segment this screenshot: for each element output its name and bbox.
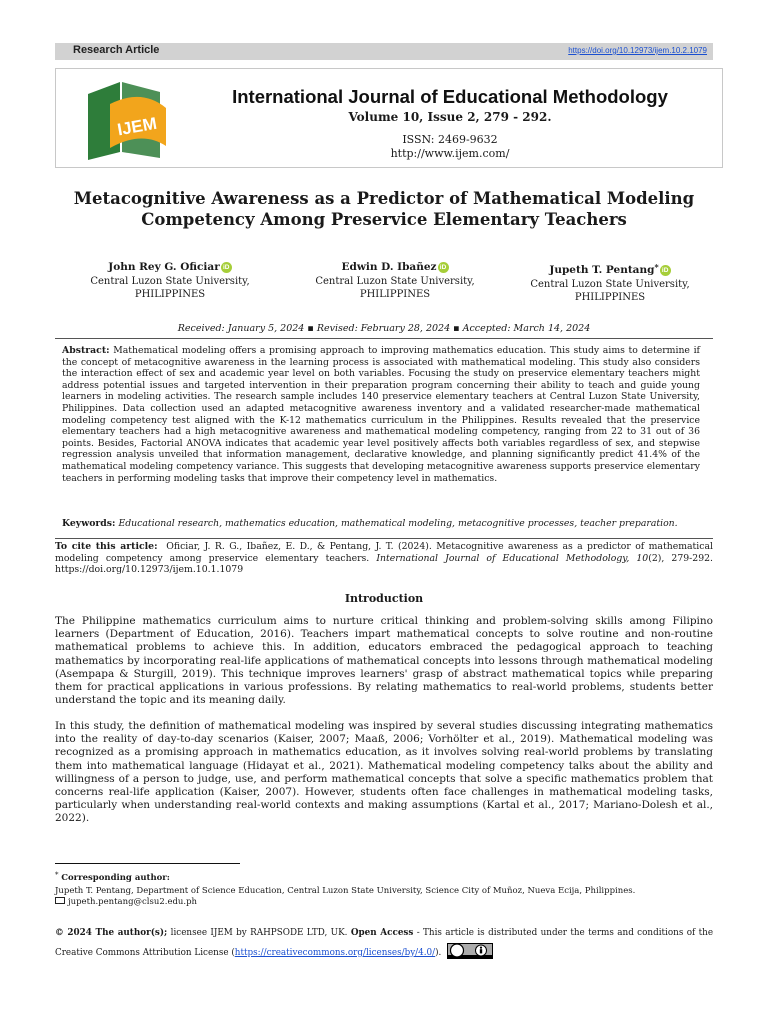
author-country: PHILIPPINES [134, 289, 206, 300]
author-block-2 [300, 261, 490, 301]
doi-link[interactable]: https://doi.org/10.12973/ijem.10.2.1079 [568, 46, 707, 55]
orcid-icon[interactable]: iD [438, 262, 449, 273]
footnote-divider [55, 863, 240, 864]
author-name: Jupeth T. Pentang [549, 264, 655, 276]
article-type-label: Research Article [73, 44, 160, 56]
copyright-label: © 2024 The author(s); [55, 928, 168, 938]
orcid-icon[interactable]: iD [660, 265, 671, 276]
journal-url[interactable]: http://www.ijem.com/ [390, 147, 510, 160]
intro-paragraph-2: In this study, the definition of mathematical modeling was inspired by several studies discussing integrating mathematics into the reality of day-to-day scenarios (Kaiser, 2007; Maaß, 2006; Vorhölter et al., 2019). Mathematical modeling was recognized as a promising approach in mathematics education, as it involves solving real-world problems by translating them into mathematical language (Hidayat et al., 2021). Mathematical modeling competency talks about the ability and willingness of a person to judge, use, and perform mathematical concepts that solve a specific mathematics problem that concerns real-life application (Kaiser, 2007). However, students often face challenges in mathematical modeling tasks, particularly when understanding real-world contexts and making assumptions (Kartal et al., 2017; Mariano-Dolesh et al., 2022). [55, 720, 713, 825]
citation-text: Oficiar, J. R. G., Ibañez, E. D., & Pentang, J. T. (2024). Metacognitive awareness as a predictor of mathematical modeling competency among preservice elementary teachers. [55, 541, 713, 564]
license-notice: © 2024 The author(s); licensee IJEM by RAHPSODE LTD, UK. Open Access - This article is distributed under the terms and conditions of the Creative Commons Attribution License (https://creativecommons.org/licenses/by/4.0/). [55, 928, 714, 958]
author-name: John Rey G. Oficiar [108, 261, 220, 273]
article-title-line2: Competency Among Preservice Elementary Teachers [141, 210, 627, 229]
article-title [60, 188, 708, 230]
author-block-1 [75, 261, 265, 301]
cc-by-license-icon[interactable] [447, 943, 493, 959]
orcid-icon[interactable]: iD [221, 262, 232, 273]
keywords-label: Keywords: [62, 518, 116, 529]
footnote-marker: * [55, 871, 59, 879]
article-title-line1: Metacognitive Awareness as a Predictor of Mathematical Modeling [73, 189, 695, 208]
citation-label: To cite this article: [55, 541, 158, 552]
journal-info [190, 86, 710, 160]
author-country: PHILIPPINES [359, 289, 431, 300]
footnote-email[interactable]: jupeth.pentang@clsu2.edu.ph [68, 897, 198, 907]
author-affiliation: Central Luzon State University, [315, 276, 475, 287]
intro-paragraph-1: The Philippine mathematics curriculum aims to nurture critical thinking and problem-solving skills among Filipino learners (Department of Education, 2016). Teachers impart mathematical concepts to solve routine and non-routine mathematical problems to achieve this. In addition, educators embraced the pedagogical approach to teaching mathematics by incorporating real-life applications of mathematical concepts into lessons through mathematical modeling (Asempapa & Sturgill, 2019). This technique improves learners' grasp of abstract mathematical topics while preparing them for practical applications in various professions. By relating mathematics to real-world problems, students better understand the topic and its meaning daily. [55, 615, 713, 707]
footnote-address: Jupeth T. Pentang, Department of Science Education, Central Luzon State University, Science City of Muñoz, Nueva Ecija, Philippines. [55, 886, 636, 896]
citation [55, 541, 713, 576]
journal-volume: Volume 10, Issue 2, 279 - 292. [348, 110, 552, 124]
author-affiliation: Central Luzon State University, [530, 279, 690, 290]
email-icon [55, 897, 65, 904]
abstract [62, 345, 700, 484]
keywords-text: Educational research, mathematics education, mathematical modeling, metacognitive processes, teacher preparation. [118, 518, 678, 529]
citation-tail: (2), 279-292. https://doi.org/10.12973/ijem.10.1.1079 [55, 552, 713, 576]
section-heading-introduction: Introduction [344, 592, 424, 605]
footnote-email-line [55, 897, 197, 908]
abstract-label: Abstract: [62, 345, 110, 356]
journal-name: International Journal of Educational Methodology [232, 86, 668, 107]
keywords [62, 518, 702, 529]
journal-issn: ISSN: 2469-9632 [402, 133, 498, 146]
author-block-3 [515, 261, 705, 304]
journal-logo [80, 74, 170, 164]
citation-journal: International Journal of Educational Methodology, 10 [376, 552, 649, 564]
logo-text: IJEM [115, 113, 159, 140]
author-name: Edwin D. Ibañez [341, 261, 437, 273]
footnote-header [55, 870, 170, 884]
author-country: PHILIPPINES [574, 292, 646, 303]
author-affiliation: Central Luzon State University, [90, 276, 250, 287]
abstract-text: Mathematical modeling offers a promising approach to improving mathematics education. This study aims to determine if the concept of metacognitive awareness in the learning process is associated with mathematical modeling. This study also considers the interaction effect of sex and academic year level on both variables. Focusing the study on preservice elementary teachers might address potential issues and targeted intervention in their preparation program concerning their ability to teach and guide young learners in modeling activities. The research sample includes 140 preservice elementary teachers at Central Luzon State University, Philippines. Data collection used an adapted metacognitive awareness inventory and a validated researcher-made mathematical modeling competency test aligned with the K-12 mathematics curriculum in the Philippines. Results revealed that the preservice elementary teachers had a high metacognitive awareness and mathematical modeling competency, ranging from 22 to 31 out of 36 points. Besides, Factorial ANOVA indicates that academic year level positively affects both variables regardless of sex, and stepwise regression analysis unveiled that information management, declarative knowledge, and planning significantly predict 41.4% of the mathematical modeling competency variance. This suggests that developing metacognitive awareness supports preservice elementary teachers in performing modeling tasks that improve their competency level in mathematics. [62, 345, 700, 484]
corresponding-mark: * [654, 262, 659, 272]
license-link[interactable]: https://creativecommons.org/licenses/by/4.0/ [234, 948, 436, 958]
article-type-bar [55, 43, 713, 60]
footnote-label: Corresponding author: [61, 873, 170, 883]
article-dates: Received: January 5, 2024 ▪ Revised: February 28, 2024 ▪ Accepted: March 14, 2024 [177, 323, 591, 334]
open-access-label: Open Access [350, 928, 414, 938]
